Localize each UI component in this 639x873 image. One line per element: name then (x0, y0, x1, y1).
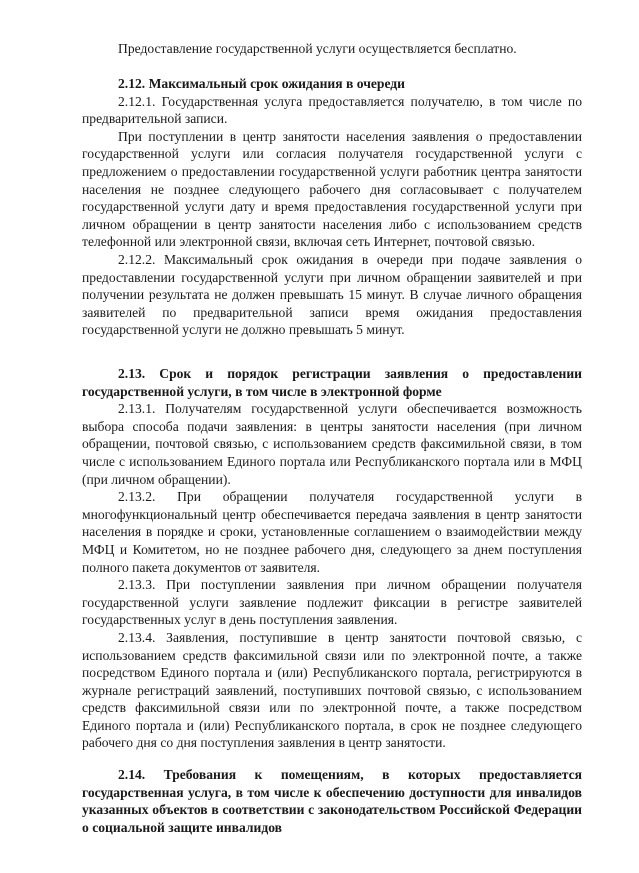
paragraph-2-13-3: 2.13.3. При поступлении заявления при личном обращении получателя государственной услуги заявление подлежит фиксации в регистре заявителей государственных услуг в день поступления заявления. (82, 577, 582, 628)
paragraph-2-13-2: 2.13.2. При обращении получателя государственной услуги в многофункциональный центр обеспечивается передача заявления в центр занятости населения в порядке и сроки, установленные соглашением о взаимодействии между МФЦ и Комитетом, но не позднее рабочего дня, следующего за днем поступления полного пакета документов от заявителя. (82, 489, 582, 575)
paragraph-2-13-1: 2.13.1. Получателям государственной услуги обеспечивается возможность выбора способа подачи заявления: в центры занятости населения (при личном обращении, почтовой связью, с использованием средств факсимильной связи, в том числе с использованием Единого портала или Республиканского портала или в МФЦ (при личном обращении). (82, 401, 582, 487)
section-2-14 (82, 766, 582, 836)
section-2-13 (82, 365, 582, 752)
section-2-12 (82, 75, 582, 339)
section-2-14-heading: 2.14. Требования к помещениям, в которых предоставляется государственная услуга, в том числе к обеспечению доступности для инвалидов указанных объектов в соответствии с законодательством Российской Федерации о социальной защите инвалидов (82, 767, 582, 835)
section-2-13-heading: 2.13. Срок и порядок регистрации заявления о предоставлении государственной услуги, в том числе в электронной форме (82, 366, 582, 399)
paragraph-2-12-1-cont: При поступлении в центр занятости населения заявления о предоставлении государственной услуги или согласия получателя государственной услуги с предложением о предоставлении государственной услуги работник центра занятости населения не позднее следующего рабочего дня согласовывает с получателем государственной услуги дату и время предоставления государственной услуги при личном обращении в центр занятости населения либо с использованием средств телефонной или электронной связи, включая сеть Интернет, почтовой связью. (82, 128, 582, 250)
section-2-12-heading: 2.12. Максимальный срок ожидания в очереди (118, 76, 406, 91)
paragraph-2-12-2: 2.12.2. Максимальный срок ожидания в очереди при подаче заявления о предоставлении государственной услуги при личном обращении заявителей и при получении результата не должен превышать 15 минут. В случае личного обращения заявителей по предварительной записи время ожидания предоставления государственной услуги не должно превышать 5 минут. (82, 251, 582, 338)
intro-block (82, 40, 582, 58)
paragraph-2-13-4: 2.13.4. Заявления, поступившие в центр занятости почтовой связью, с использованием средств факсимильной связи или по электронной почте, а также посредством Единого портала и (или) Республиканского портала, регистрируются в журнале регистраций заявлений, поступивших почтовой связью, с использованием средств факсимильной связи или по электронной почте, а также посредством Единого портала и (или) Республиканского портала, в срок не позднее следующего рабочего дня со дня поступления заявления в центр занятости. (82, 629, 582, 751)
paragraph-2-12-1: 2.12.1. Государственная услуга предоставляется получателю, в том числе по предварительной записи. (82, 93, 582, 127)
intro-paragraph: Предоставление государственной услуги осуществляется бесплатно. (118, 41, 517, 56)
